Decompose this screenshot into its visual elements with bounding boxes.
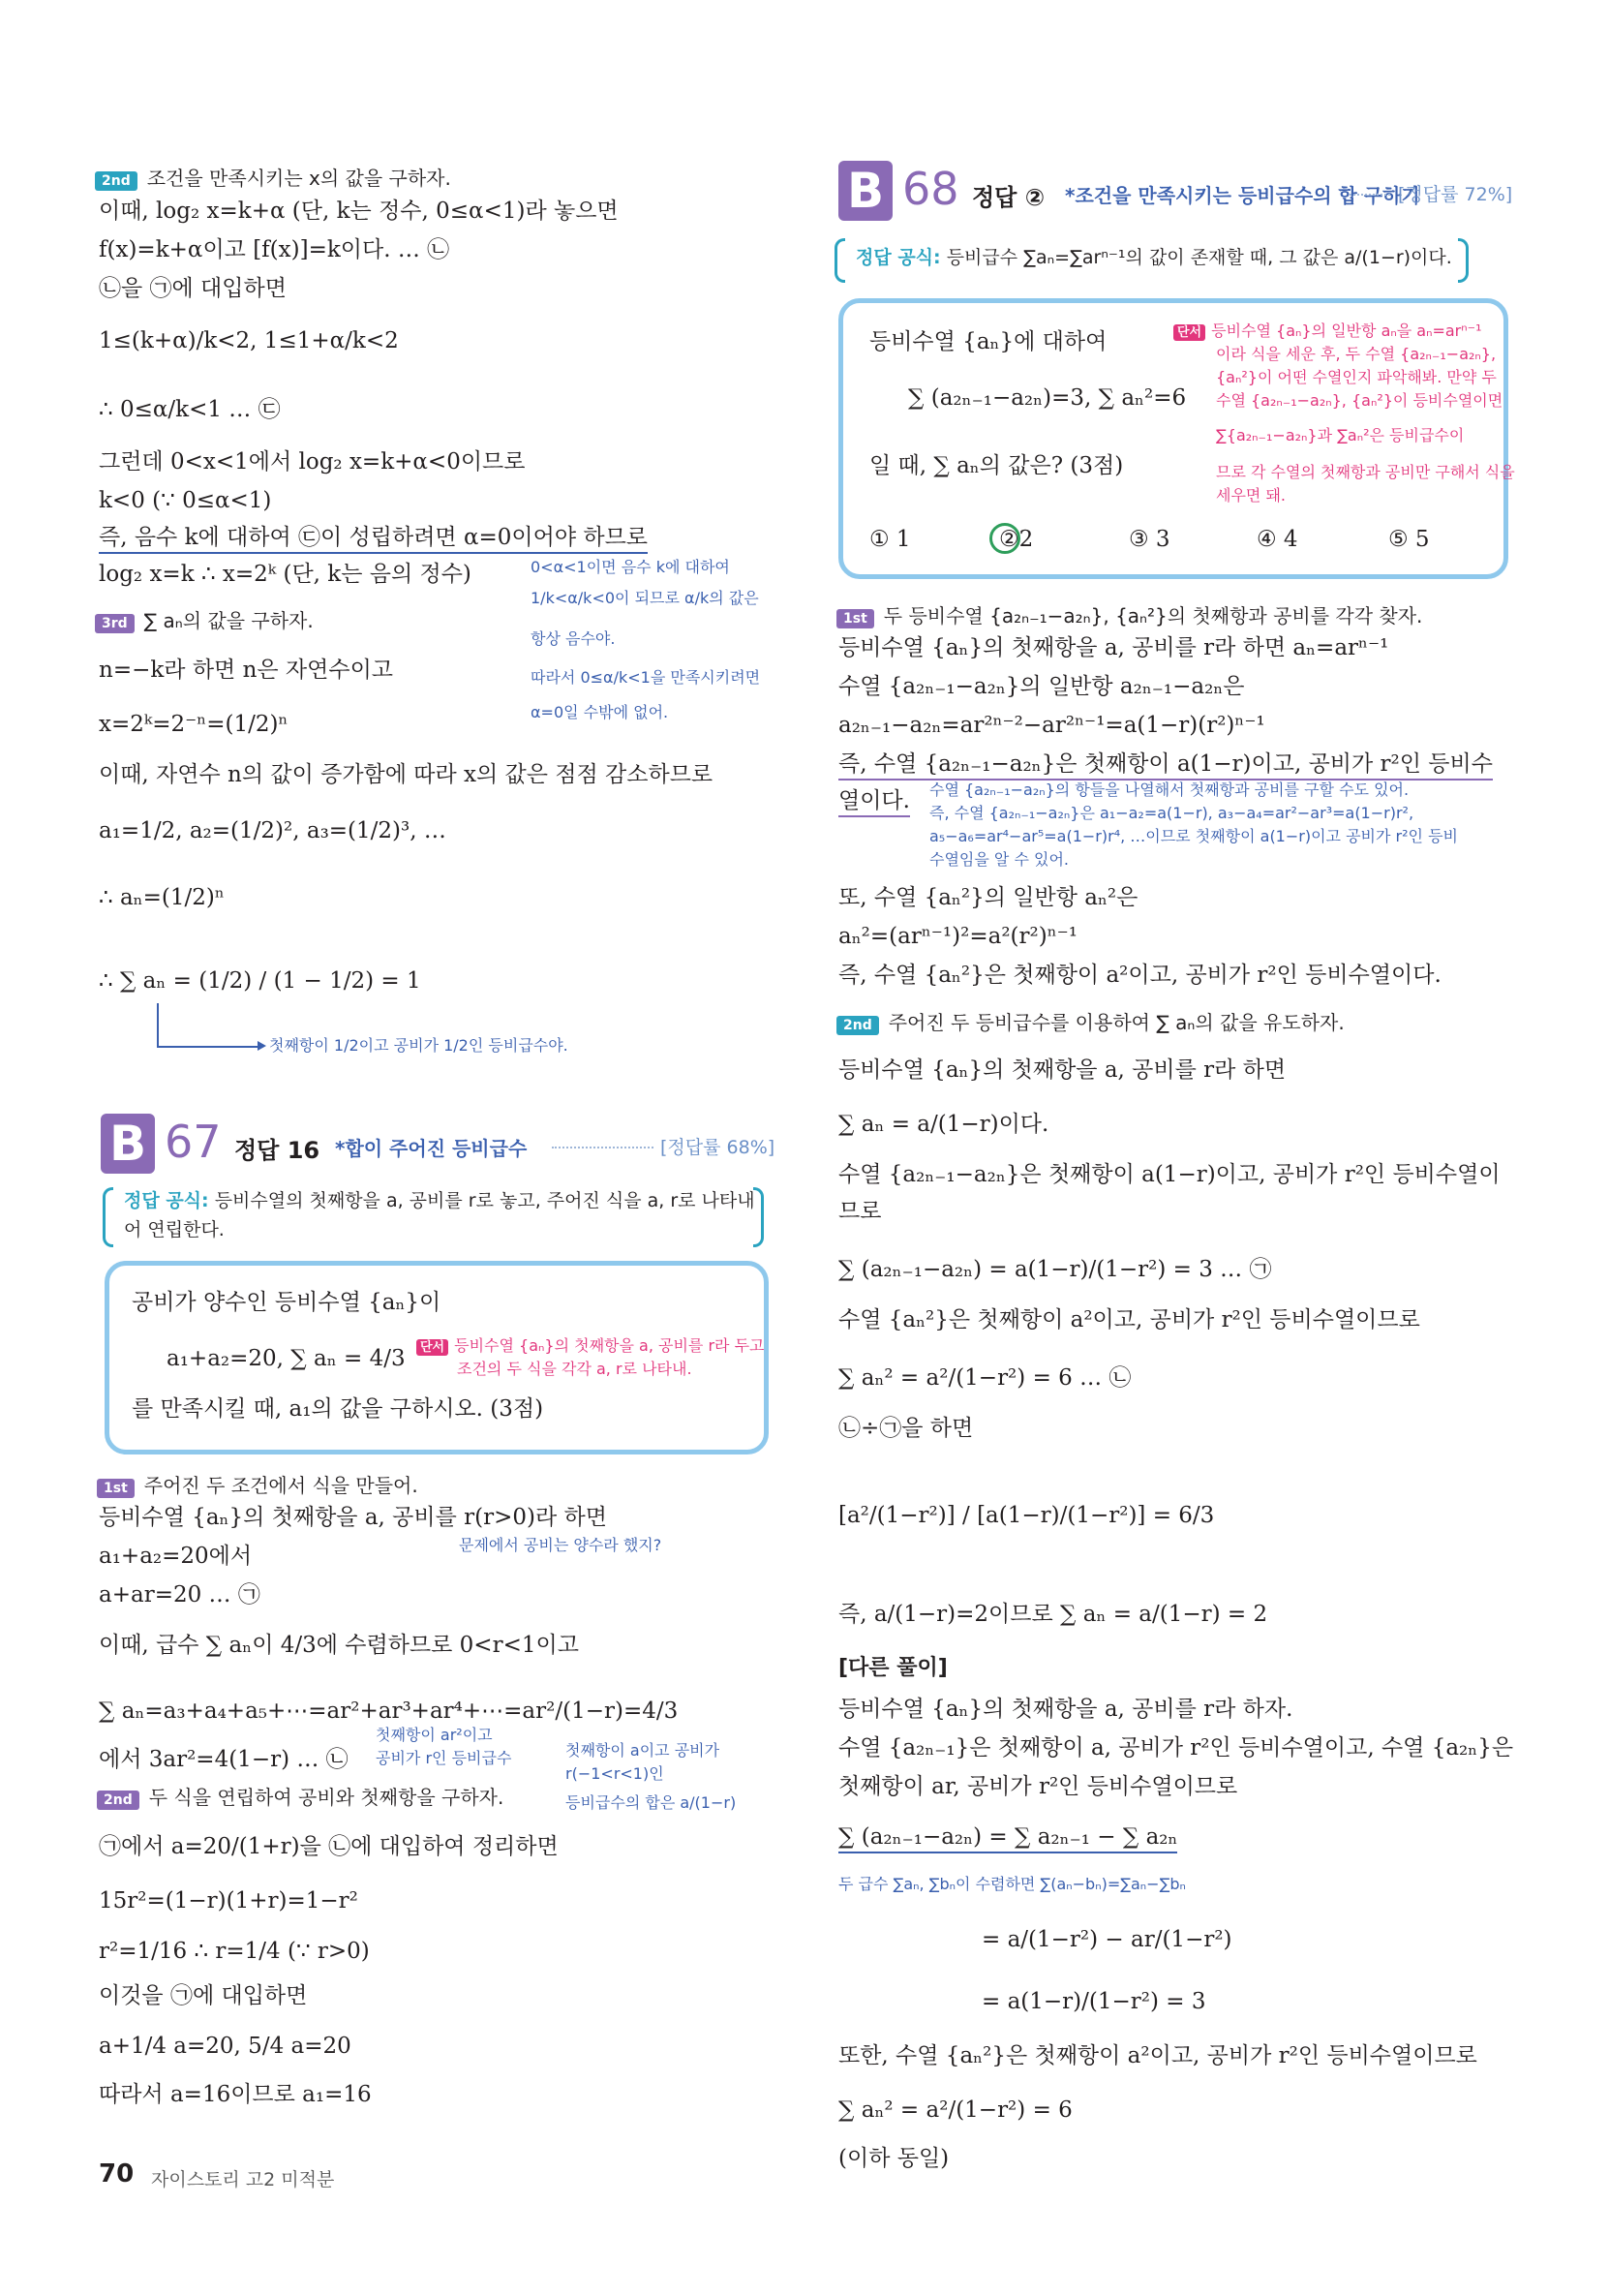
math-line: r²=1/16 ∴ r=1/4 (∵ r>0) (99, 1939, 370, 1964)
math-line: a₂ₙ₋₁−a₂ₙ=ar²ⁿ⁻²−ar²ⁿ⁻¹=a(1−r)(r²)ⁿ⁻¹ (838, 713, 1265, 738)
step-2nd-heading (95, 163, 451, 191)
text-line: 또, 수열 {aₙ²}의 일반항 aₙ²은 (838, 885, 1138, 910)
math-line: ∴ aₙ=(1/2)ⁿ (99, 885, 225, 910)
topic-text: *조건을 만족시키는 등비급수의 합 구하기 (1065, 184, 1420, 207)
hint-text: 등비수열 {aₙ}의 첫째항을 a, 공비를 r라 두고 (454, 1336, 765, 1355)
math-line: ㉠에서 a=20/(1+r)을 ㉡에 대입하여 정리하면 (99, 1834, 559, 1859)
math-line: a₁=1/2, a₂=(1/2)², a₃=(1/2)³, … (99, 818, 446, 843)
choice-5: ⑤ 5 (1388, 527, 1430, 552)
side-note: 문제에서 공비는 양수라 했지? (459, 1536, 662, 1554)
formula-label: 정답 공식: (856, 247, 941, 268)
text-line: log₂ x=k ∴ x=2ᵏ (단, k는 음의 정수) (99, 562, 471, 587)
underlined-line: ∑ (a₂ₙ₋₁−a₂ₙ) = ∑ a₂ₙ₋₁ − ∑ a₂ₙ (838, 1822, 1177, 1853)
step-text: 주어진 두 조건에서 식을 만들어. (143, 1474, 418, 1497)
problem-text: 일 때, ∑ aₙ의 값은? (3점) (869, 453, 1124, 478)
hint-text: 수열 {a₂ₙ₋₁−a₂ₙ}, {aₙ²}이 등비수열이면 (1216, 391, 1503, 410)
bracket-left (835, 238, 845, 283)
text-line: (이하 동일) (838, 2146, 950, 2171)
math-line: = a(1−r)/(1−r²) = 3 (982, 1989, 1206, 2014)
side-note: r(−1<r<1)인 (565, 1764, 664, 1783)
math-line: ∑ aₙ = a/(1−r)이다. (838, 1112, 1049, 1137)
hint-label: 단서 (1173, 324, 1205, 341)
step-label: 3rd (95, 614, 135, 633)
formula-bar (124, 1187, 755, 1214)
text-line: 그런데 0<x<1에서 log₂ x=k+α<0이므로 (99, 449, 526, 475)
text-line: n=−k라 하면 n은 자연수이고 (99, 658, 394, 683)
side-note: 항상 음수야. (531, 629, 616, 648)
correct-rate: [정답률 68%] (660, 1137, 775, 1158)
formula-label: 정답 공식: (124, 1190, 209, 1211)
step-2nd-heading (97, 1782, 503, 1810)
text-line: 이것을 ㉠에 대입하면 (99, 1983, 308, 2008)
math-line: ∴ ∑ aₙ = (1/2) / (1 − 1/2) = 1 (99, 968, 421, 994)
formula-text: 등비급수 ∑aₙ=∑arⁿ⁻¹의 값이 존재할 때, 그 값은 a/(1−r)이다. (946, 247, 1452, 268)
text-line: 등비수열 {aₙ}의 첫째항을 a, 공비를 r라 하자. (838, 1697, 1293, 1722)
hint-line (1173, 320, 1482, 343)
side-note: 수열 {a₂ₙ₋₁−a₂ₙ}의 항들을 나열해서 첫째항과 공비를 구할 수도 있어. (929, 781, 1410, 799)
text-line: 등비수열 {aₙ}의 첫째항을 a, 공비를 r(r>0)라 하면 (99, 1505, 607, 1530)
step-label: 2nd (95, 171, 137, 191)
leader-line (157, 1003, 259, 1048)
text-line: 수열 {a₂ₙ₋₁−a₂ₙ}은 첫째항이 a(1−r)이고, 공비가 r²인 등비수열이 (838, 1162, 1501, 1187)
problem-text: 등비수열 {aₙ}에 대하여 (869, 329, 1108, 354)
text-line: 수열 {aₙ²}은 첫째항이 a²이고, 공비가 r²인 등비수열이므로 (838, 1307, 1420, 1332)
formula-text: 어 연립한다. (124, 1219, 225, 1240)
step-1st-heading (97, 1470, 418, 1498)
text-line: f(x)=k+α이고 [f(x)]=k이다. … ㉡ (99, 237, 450, 262)
formula-bar (856, 244, 1452, 271)
math-line: a+1/4 a=20, 5/4 a=20 (99, 2034, 351, 2059)
math-line: = a/(1−r²) − ar/(1−r²) (982, 1927, 1232, 1952)
problem-badge: B (101, 1114, 155, 1174)
underlined-line: 열이다. (838, 786, 910, 817)
hint-text: 므로 각 수열의 첫째항과 공비만 구해서 식을 (1216, 463, 1515, 481)
step-2nd-heading (836, 1007, 1345, 1035)
text-line: 또한, 수열 {aₙ²}은 첫째항이 a²이고, 공비가 r²인 등비수열이므로 (838, 2043, 1477, 2068)
math-line: [a²/(1−r²)] / [a(1−r)/(1−r²)] = 6/3 (838, 1503, 1215, 1528)
side-note: 0<α<1이면 음수 k에 대하여 (531, 558, 730, 576)
leader-dots (1350, 194, 1390, 196)
formula-text: 등비수열의 첫째항을 a, 공비를 r로 놓고, 주어진 식을 a, r로 나타내 (214, 1190, 755, 1211)
text-line: 등비수열 {aₙ}의 첫째항을 a, 공비를 r라 하면 aₙ=arⁿ⁻¹ (838, 635, 1389, 660)
hint-text: 이라 식을 세운 후, 두 수열 {a₂ₙ₋₁−a₂ₙ}, (1216, 345, 1497, 363)
text-line: ㉡÷㉠을 하면 (838, 1416, 974, 1441)
answer: 정답 16 (234, 1137, 320, 1164)
step-label: 2nd (836, 1016, 879, 1035)
side-note: 등비급수의 합은 a/(1−r) (565, 1793, 737, 1812)
text-line: 이때, 급수 ∑ aₙ이 4/3에 수렴하므로 0<r<1이고 (99, 1633, 579, 1658)
text-line: 수열 {a₂ₙ₋₁}은 첫째항이 a, 공비가 r²인 등비수열이고, 수열 {a₂ₙ}은 (838, 1735, 1514, 1760)
side-note: 첫째항이 a이고 공비가 (565, 1741, 720, 1760)
choice-2-value: 2 (1018, 527, 1034, 552)
correct-rate: [정답률 72%] (1398, 184, 1513, 205)
hint-text: {aₙ²}이 어떤 수열인지 파악해봐. 만약 두 (1216, 368, 1497, 386)
hint-line (416, 1334, 765, 1358)
side-note: 즉, 수열 {a₂ₙ₋₁−a₂ₙ}은 a₁−a₂=a(1−r), a₃−a₄=ar²−ar³=a(1−r)r², (929, 804, 1414, 822)
math-line: ∑ aₙ=a₃+a₄+a₅+⋯=ar²+ar³+ar⁴+⋯=ar²/(1−r)=4/3 (99, 1699, 679, 1724)
math-line: 에서 3ar²=4(1−r) … ㉡ (99, 1747, 349, 1772)
math-line: ∑ aₙ² = a²/(1−r²) = 6 (838, 2097, 1073, 2123)
problem-badge: B (838, 161, 893, 221)
hint-text: 조건의 두 식을 각각 a, r로 나타내. (457, 1360, 692, 1378)
text-line: 수열 {a₂ₙ₋₁−a₂ₙ}의 일반항 a₂ₙ₋₁−a₂ₙ은 (838, 674, 1245, 699)
text-line: ㉡을 ㉠에 대입하면 (99, 276, 287, 301)
math-line: x=2ᵏ=2⁻ⁿ=(1/2)ⁿ (99, 712, 288, 737)
leader-dots (552, 1147, 653, 1148)
book-title: 자이스토리 고2 미적분 (151, 2169, 335, 2190)
text-line: a₁+a₂=20에서 (99, 1544, 253, 1569)
choice-4: ④ 4 (1257, 527, 1298, 552)
side-note: α=0일 수밖에 없어. (531, 703, 669, 721)
math-line: aₙ²=(arⁿ⁻¹)²=a²(r²)ⁿ⁻¹ (838, 924, 1078, 949)
math-line: 따라서 a=16이므로 a₁=16 (99, 2082, 372, 2107)
choice-2-selected: ②2 (999, 527, 1034, 552)
side-note: 첫째항이 1/2이고 공비가 1/2인 등비급수야. (269, 1036, 568, 1055)
math-line: 1≤(k+α)/k<2, 1≤1+α/k<2 (99, 328, 399, 353)
step-text: ∑ aₙ의 값을 구하자. (143, 609, 314, 632)
problem-formula: a₁+a₂=20, ∑ aₙ = 4/3 (167, 1346, 406, 1371)
answer: 정답 ② (972, 184, 1046, 211)
step-text: 두 식을 연립하여 공비와 첫째항을 구하자. (148, 1786, 504, 1809)
side-note: 공비가 r인 등비급수 (376, 1749, 512, 1767)
step-label: 2nd (97, 1791, 139, 1810)
step-label: 1st (97, 1479, 135, 1498)
choice-1: ① 1 (869, 527, 911, 552)
text-line: 므로 (838, 1199, 882, 1224)
math-line: ∴ 0≤α/k<1 … ㉢ (99, 397, 281, 422)
page-number: 70 (99, 2159, 135, 2189)
step-text: 두 등비수열 {a₂ₙ₋₁−a₂ₙ}, {aₙ²}의 첫째항과 공비를 각각 찾자. (883, 604, 1423, 628)
bracket-right (1458, 238, 1469, 283)
bracket-right (753, 1187, 764, 1247)
topic-text: *합이 주어진 등비급수 (335, 1137, 528, 1160)
side-note: 두 급수 ∑aₙ, ∑bₙ이 수렴하면 ∑(aₙ−bₙ)=∑aₙ−∑bₙ (838, 1875, 1186, 1893)
side-note: 따라서 0≤α/k<1을 만족시키려면 (531, 668, 761, 687)
step-text: 주어진 두 등비급수를 이용하여 ∑ aₙ의 값을 유도하자. (888, 1011, 1345, 1034)
side-note: 1/k<α/k<0이 되므로 α/k의 값은 (531, 589, 759, 607)
side-note: a₅−a₆=ar⁴−ar⁵=a(1−r)r⁴, …이므로 첫째항이 a(1−r)이고 공비가 r²인 등비 (929, 827, 1458, 845)
formula-bar-2 (124, 1216, 225, 1243)
problem-number: 67 (165, 1116, 222, 1168)
text-line: 첫째항이 ar, 공비가 r²인 등비수열이므로 (838, 1774, 1238, 1799)
step-1st-heading (836, 600, 1422, 628)
problem-topic (335, 1133, 527, 1161)
alt-solution-title: [다른 풀이] (838, 1656, 948, 1680)
bracket-left (103, 1187, 113, 1247)
underlined-line: 즉, 음수 k에 대하여 ㉢이 성립하려면 α=0이어야 하므로 (99, 523, 648, 554)
hint-text: 등비수열 {aₙ}의 일반항 aₙ을 aₙ=arⁿ⁻¹ (1211, 321, 1482, 340)
math-line: a+ar=20 … ㉠ (99, 1582, 260, 1607)
problem-formula: ∑ (a₂ₙ₋₁−a₂ₙ)=3, ∑ aₙ²=6 (908, 385, 1187, 411)
step-3rd-heading (95, 605, 314, 633)
side-note: 첫째항이 ar²이고 (376, 1726, 493, 1744)
problem-text: 공비가 양수인 등비수열 {aₙ}이 (132, 1290, 441, 1315)
arrow-icon (258, 1041, 266, 1051)
math-line: ∑ (a₂ₙ₋₁−a₂ₙ) = a(1−r)/(1−r²) = 3 … ㉠ (838, 1257, 1272, 1282)
hint-text: ∑{a₂ₙ₋₁−a₂ₙ}과 ∑aₙ²은 등비급수이 (1216, 426, 1465, 444)
problem-text: 를 만족시킬 때, a₁의 값을 구하시오. (3점) (132, 1396, 544, 1422)
text-line: k<0 (∵ 0≤α<1) (99, 488, 272, 513)
step-text: 조건을 만족시키는 x의 값을 구하자. (146, 167, 451, 190)
hint-label: 단서 (416, 1339, 448, 1356)
step-label: 1st (836, 609, 874, 628)
text-line: 등비수열 {aₙ}의 첫째항을 a, 공비를 r라 하면 (838, 1057, 1287, 1083)
text-line: 이때, log₂ x=k+α (단, k는 정수, 0≤α<1)라 놓으면 (99, 199, 619, 224)
hint-text: 세우면 돼. (1216, 486, 1286, 505)
underlined-line: 즉, 수열 {a₂ₙ₋₁−a₂ₙ}은 첫째항이 a(1−r)이고, 공비가 r²인 등비수 (838, 750, 1493, 781)
math-line: 즉, a/(1−r)=2이므로 ∑ aₙ = a/(1−r) = 2 (838, 1602, 1268, 1627)
choice-3: ③ 3 (1129, 527, 1170, 552)
math-line: ∑ aₙ² = a²/(1−r²) = 6 … ㉡ (838, 1365, 1132, 1391)
math-line: 15r²=(1−r)(1+r)=1−r² (99, 1888, 358, 1913)
text-line: 즉, 수열 {aₙ²}은 첫째항이 a²이고, 공비가 r²인 등비수열이다. (838, 963, 1442, 988)
text-line: 이때, 자연수 n의 값이 증가함에 따라 x의 값은 점점 감소하므로 (99, 762, 713, 787)
side-note: 수열임을 알 수 있어. (929, 850, 1069, 869)
problem-number: 68 (902, 163, 959, 215)
